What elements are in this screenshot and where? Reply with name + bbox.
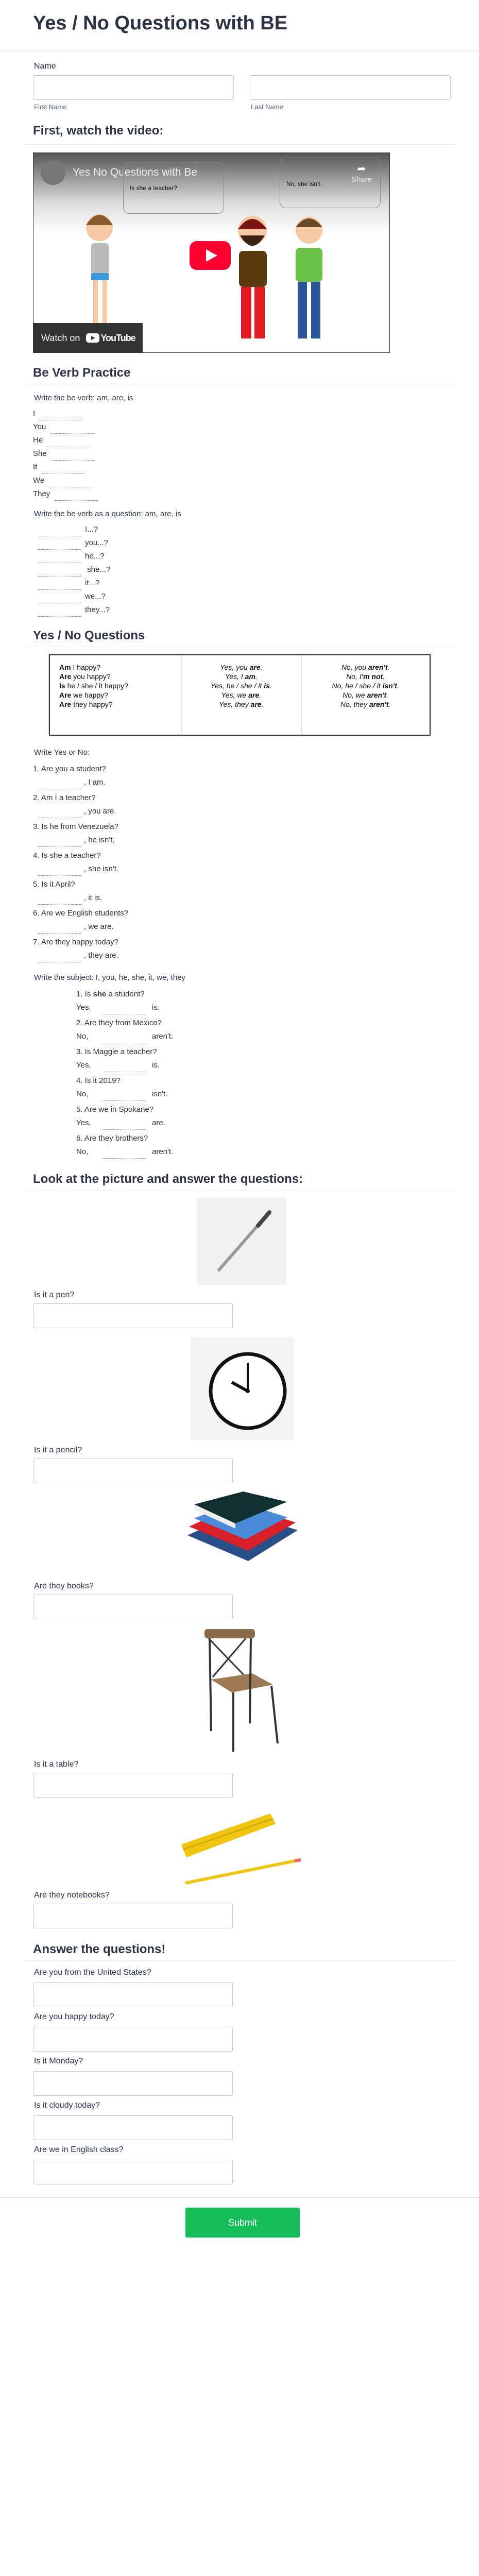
bold-text: are bbox=[250, 700, 262, 708]
be-verb-row bbox=[33, 487, 102, 501]
text: . bbox=[387, 663, 390, 671]
chart-line bbox=[311, 672, 420, 681]
bold-text: aren't bbox=[368, 663, 388, 671]
first-name-input[interactable] bbox=[33, 75, 234, 100]
text: you happy? bbox=[71, 672, 111, 681]
text: 5. Are we in Spokane? bbox=[76, 1105, 154, 1114]
be-question-row bbox=[33, 550, 105, 563]
section-divider bbox=[24, 1960, 455, 1961]
bold-text: am bbox=[245, 672, 255, 681]
answer-input[interactable] bbox=[33, 2027, 233, 2052]
share-button[interactable] bbox=[349, 162, 374, 184]
answer-heading: Answer the questions! bbox=[33, 1942, 166, 1956]
be-question-row bbox=[33, 536, 108, 550]
yes-no-blank[interactable] bbox=[37, 809, 81, 818]
subject-question bbox=[76, 988, 145, 1001]
yes-no-blank[interactable] bbox=[37, 838, 81, 847]
answer-input[interactable] bbox=[33, 2115, 233, 2140]
last-name-sublabel: Last Name bbox=[251, 103, 283, 111]
chart-line bbox=[191, 663, 292, 672]
yes-answer-column bbox=[181, 655, 301, 735]
be-question-row bbox=[33, 603, 110, 617]
no-answer-column bbox=[301, 655, 430, 735]
chart-line bbox=[59, 681, 172, 690]
bold-text: isn't bbox=[382, 682, 397, 690]
subject-label: We bbox=[33, 476, 45, 485]
yes-no-question: 1. Are you a student? bbox=[33, 765, 106, 773]
be-verb-row bbox=[33, 434, 95, 447]
text: 3. Is Maggie a teacher? bbox=[76, 1047, 157, 1056]
subject-question bbox=[76, 1132, 148, 1145]
answer-suffix: aren't. bbox=[152, 1147, 174, 1156]
bold-text: is bbox=[264, 682, 270, 690]
share-label: Share bbox=[351, 175, 372, 184]
answer-input[interactable] bbox=[33, 1982, 233, 2007]
yes-no-blank[interactable] bbox=[37, 895, 81, 905]
yes-no-answer-row bbox=[33, 834, 115, 847]
subject-label: I bbox=[33, 409, 36, 418]
bubble-text: Is she a teacher? bbox=[130, 184, 178, 192]
men-illustration bbox=[221, 205, 345, 349]
text: . bbox=[269, 682, 272, 690]
text: No, they bbox=[340, 700, 369, 708]
text: Yes, we bbox=[221, 691, 249, 699]
youtube-wordmark: YouTube bbox=[100, 332, 135, 343]
question-subject-label: she...? bbox=[85, 565, 111, 574]
last-name-input[interactable] bbox=[250, 75, 451, 100]
bold-text: Is bbox=[59, 682, 65, 690]
subject-question bbox=[76, 1074, 121, 1088]
question-label: Is it cloudy today? bbox=[34, 2101, 100, 2110]
yes-no-question: 2. Am I a teacher? bbox=[33, 793, 96, 802]
section-divider bbox=[24, 144, 455, 145]
chart-line bbox=[311, 690, 420, 700]
subject-answer-row bbox=[76, 1030, 173, 1043]
answer-suffix: , it is. bbox=[84, 893, 102, 902]
be-verb-blank[interactable] bbox=[47, 438, 91, 447]
text: 4. Is it 2019? bbox=[76, 1076, 121, 1085]
share-icon: ➦ bbox=[357, 163, 366, 175]
be-verb-heading: Be Verb Practice bbox=[33, 366, 131, 380]
bold-text: aren't bbox=[369, 700, 389, 708]
be-verb-blank[interactable] bbox=[39, 411, 83, 420]
be-question-row bbox=[33, 523, 98, 536]
subject-answer-row bbox=[76, 1001, 160, 1014]
be-question-blank[interactable] bbox=[37, 540, 81, 550]
be-verb-row bbox=[33, 474, 96, 487]
subject-blank[interactable] bbox=[102, 1034, 146, 1043]
text: No, I bbox=[346, 672, 362, 681]
text: . bbox=[255, 672, 258, 681]
question-label: Are you from the United States? bbox=[34, 1968, 151, 1977]
answer-suffix: , he isn't. bbox=[84, 836, 115, 844]
subject-label: It bbox=[33, 463, 38, 471]
pictures-heading: Look at the picture and answer the questions: bbox=[33, 1172, 303, 1186]
yes-no-answer-row bbox=[33, 776, 106, 789]
answer-input[interactable] bbox=[33, 2071, 233, 2096]
clock-answer-input[interactable] bbox=[33, 1459, 233, 1483]
subject-answer-row bbox=[76, 1059, 160, 1072]
chart-line bbox=[59, 690, 172, 700]
question-subject-label: we...? bbox=[85, 592, 106, 601]
text: . bbox=[259, 691, 262, 699]
subject-question bbox=[76, 1103, 153, 1116]
question-subject-label: he...? bbox=[85, 552, 105, 561]
be-verb-blank[interactable] bbox=[51, 451, 95, 461]
answer-suffix: is. bbox=[152, 1061, 160, 1070]
speech-bubble bbox=[123, 162, 224, 214]
bold-text: 'm not bbox=[361, 672, 383, 681]
chart-line bbox=[311, 700, 420, 709]
be-question-row bbox=[33, 590, 106, 603]
answer-input[interactable] bbox=[33, 2160, 233, 2184]
subject-blank[interactable] bbox=[102, 1121, 146, 1130]
question-subject-label: they...? bbox=[85, 605, 110, 614]
be-verb-row bbox=[33, 407, 87, 420]
text: 6. Are they brothers? bbox=[76, 1134, 148, 1143]
yes-no-answer-row bbox=[33, 949, 118, 962]
bold-text: are bbox=[249, 663, 261, 671]
answer-suffix: , you are. bbox=[84, 807, 116, 816]
text: . bbox=[386, 691, 389, 699]
yes-no-blank[interactable] bbox=[37, 780, 81, 789]
question-label: Is it a pencil? bbox=[34, 1446, 82, 1454]
be-verb-chart bbox=[49, 654, 431, 736]
text: . bbox=[261, 700, 264, 708]
question-label: Are we in English class? bbox=[34, 2145, 124, 2154]
books-answer-input[interactable] bbox=[33, 1595, 233, 1619]
text: I happy? bbox=[71, 663, 101, 671]
yes-no-answer-row bbox=[33, 891, 102, 905]
clock-image bbox=[191, 1337, 294, 1440]
subject-answer-row bbox=[76, 1145, 173, 1159]
answer-prefix: No, bbox=[76, 1032, 89, 1041]
yes-no-answer-row bbox=[33, 805, 116, 818]
be-verb-row bbox=[33, 461, 89, 474]
be-verb-row bbox=[33, 420, 98, 434]
text: they happy? bbox=[71, 700, 113, 708]
subject-label: She bbox=[33, 449, 47, 458]
pen-image bbox=[197, 1198, 286, 1285]
bold-text: Are bbox=[59, 672, 72, 681]
subject-blank[interactable] bbox=[102, 1063, 146, 1072]
answer-suffix: , we are. bbox=[84, 922, 114, 931]
yes-no-question: 6. Are we English students? bbox=[33, 909, 129, 918]
text: . bbox=[260, 663, 263, 671]
bold-text: aren't bbox=[367, 691, 387, 699]
video-title[interactable]: Yes No Questions with Be bbox=[73, 166, 198, 178]
section-divider bbox=[24, 1190, 455, 1191]
play-icon bbox=[206, 249, 217, 262]
yes-no-question: 7. Are they happy today? bbox=[33, 938, 118, 946]
question-label: Are you happy today? bbox=[34, 2012, 114, 2021]
text: Yes, I bbox=[225, 672, 245, 681]
answer-prefix: No, bbox=[76, 1147, 89, 1156]
subject-blank[interactable] bbox=[102, 1005, 146, 1014]
answer-prefix: Yes, bbox=[76, 1003, 91, 1012]
be-question-blank[interactable] bbox=[37, 594, 81, 603]
chair-answer-input[interactable] bbox=[33, 1773, 233, 1798]
subject-blank[interactable] bbox=[102, 1092, 146, 1101]
text: . bbox=[388, 700, 391, 708]
text: a student? bbox=[106, 990, 145, 998]
bold-text: Are bbox=[59, 691, 72, 699]
pencils-answer-input[interactable] bbox=[33, 1904, 233, 1928]
yes-no-blank[interactable] bbox=[37, 867, 81, 876]
bubble-text: No, she isn't. bbox=[286, 180, 322, 188]
subject-answer-row bbox=[76, 1088, 167, 1101]
question-column bbox=[49, 655, 181, 735]
be-question-row bbox=[33, 577, 99, 590]
youtube-video-embed[interactable] bbox=[33, 152, 390, 353]
text: Yes, he / she / it bbox=[210, 682, 264, 690]
subject-label: They bbox=[33, 489, 50, 498]
answer-suffix: , they are. bbox=[84, 951, 118, 960]
yes-no-answer-row bbox=[33, 920, 114, 934]
text: Yes, they bbox=[219, 700, 251, 708]
bold-text: Am bbox=[59, 663, 71, 671]
name-label: Name bbox=[34, 62, 56, 71]
question-label: Are they books? bbox=[34, 1582, 94, 1590]
chair-image bbox=[203, 1628, 281, 1755]
chart-line bbox=[191, 672, 292, 681]
be-verb-instruction: Write the be verb: am, are, is bbox=[34, 394, 133, 402]
pencils-image bbox=[180, 1806, 305, 1886]
page-title: Yes / No Questions with BE bbox=[33, 12, 288, 34]
bold-text: she bbox=[93, 990, 107, 998]
question-label: Are they notebooks? bbox=[34, 1891, 110, 1900]
be-verb-blank[interactable] bbox=[41, 465, 85, 474]
yes-no-answer-row bbox=[33, 862, 118, 876]
answer-prefix: Yes, bbox=[76, 1061, 91, 1070]
submit-button[interactable]: Submit bbox=[185, 2208, 300, 2238]
subject-answer-row bbox=[76, 1116, 165, 1130]
chart-line bbox=[59, 663, 172, 672]
bold-text: Are bbox=[59, 700, 72, 708]
chart-line bbox=[59, 672, 172, 681]
answer-suffix: isn't. bbox=[152, 1090, 168, 1098]
yes-or-no-instruction: Write Yes or No: bbox=[34, 748, 90, 757]
yes-no-question: 3. Is he from Venezuela? bbox=[33, 822, 118, 831]
be-verb-blank[interactable] bbox=[48, 478, 92, 487]
answer-suffix: are. bbox=[152, 1118, 165, 1127]
yes-no-question: 5. Is it April? bbox=[33, 880, 75, 889]
be-question-row bbox=[33, 563, 110, 577]
be-verb-blank[interactable] bbox=[50, 425, 94, 434]
question-label: Is it a table? bbox=[34, 1760, 79, 1769]
video-heading: First, watch the video: bbox=[33, 124, 164, 138]
answer-suffix: aren't. bbox=[152, 1032, 174, 1041]
subject-blank[interactable] bbox=[102, 1149, 146, 1159]
be-question-blank[interactable] bbox=[37, 581, 81, 590]
text: we happy? bbox=[71, 691, 108, 699]
chart-line bbox=[311, 663, 420, 672]
first-name-sublabel: First Name bbox=[34, 103, 67, 111]
watch-on-label: Watch on bbox=[41, 332, 80, 343]
chart-line bbox=[59, 700, 172, 709]
yes-no-heading: Yes / No Questions bbox=[33, 629, 145, 642]
text: he / she / it happy? bbox=[65, 682, 128, 690]
be-question-blank[interactable] bbox=[37, 554, 81, 563]
yes-no-blank[interactable] bbox=[37, 924, 81, 934]
text: No, you bbox=[341, 663, 368, 671]
chart-line bbox=[191, 700, 292, 709]
subject-label: You bbox=[33, 422, 46, 431]
be-verb-blank[interactable] bbox=[54, 492, 98, 501]
books-image bbox=[186, 1492, 298, 1577]
be-question-instruction: Write the be verb as a question: am, are, is bbox=[34, 510, 181, 518]
question-label: Is it Monday? bbox=[34, 2057, 83, 2065]
be-question-blank[interactable] bbox=[37, 607, 81, 617]
be-verb-row bbox=[33, 447, 99, 461]
text: No, he / she / it bbox=[332, 682, 383, 690]
answer-suffix: , I am. bbox=[84, 778, 106, 787]
answer-prefix: Yes, bbox=[76, 1118, 91, 1127]
text: No, we bbox=[343, 691, 367, 699]
yes-no-question: 4. Is she a teacher? bbox=[33, 851, 101, 860]
question-subject-label: I...? bbox=[85, 525, 98, 534]
question-label: Is it a pen? bbox=[34, 1291, 75, 1299]
play-button[interactable] bbox=[190, 241, 231, 270]
answer-suffix: , she isn't. bbox=[84, 865, 119, 873]
youtube-logo-icon bbox=[86, 333, 99, 343]
question-subject-label: it...? bbox=[85, 579, 100, 587]
text: . bbox=[397, 682, 399, 690]
question-subject-label: you...? bbox=[85, 538, 109, 547]
chart-line bbox=[311, 681, 420, 690]
chart-line bbox=[191, 681, 292, 690]
watch-on-youtube-button[interactable] bbox=[33, 323, 143, 353]
yes-no-blank[interactable] bbox=[37, 953, 81, 962]
subject-question bbox=[76, 1016, 162, 1030]
channel-avatar[interactable] bbox=[41, 160, 65, 185]
pen-answer-input[interactable] bbox=[33, 1303, 233, 1328]
subject-instruction: Write the subject: I, you, he, she, it, we, they bbox=[34, 973, 186, 982]
answer-suffix: is. bbox=[152, 1003, 160, 1012]
answer-prefix: No, bbox=[76, 1090, 89, 1098]
text: . bbox=[383, 672, 385, 681]
be-question-blank[interactable] bbox=[37, 567, 81, 577]
bold-text: are bbox=[248, 691, 260, 699]
be-question-blank[interactable] bbox=[37, 527, 81, 536]
chart-line bbox=[191, 690, 292, 700]
subject-label: He bbox=[33, 436, 43, 445]
text: 2. Are they from Mexico? bbox=[76, 1019, 162, 1027]
text: Yes, you bbox=[220, 663, 250, 671]
text: 1. Is bbox=[76, 990, 93, 998]
subject-question bbox=[76, 1045, 157, 1059]
footer-divider bbox=[0, 2197, 479, 2198]
